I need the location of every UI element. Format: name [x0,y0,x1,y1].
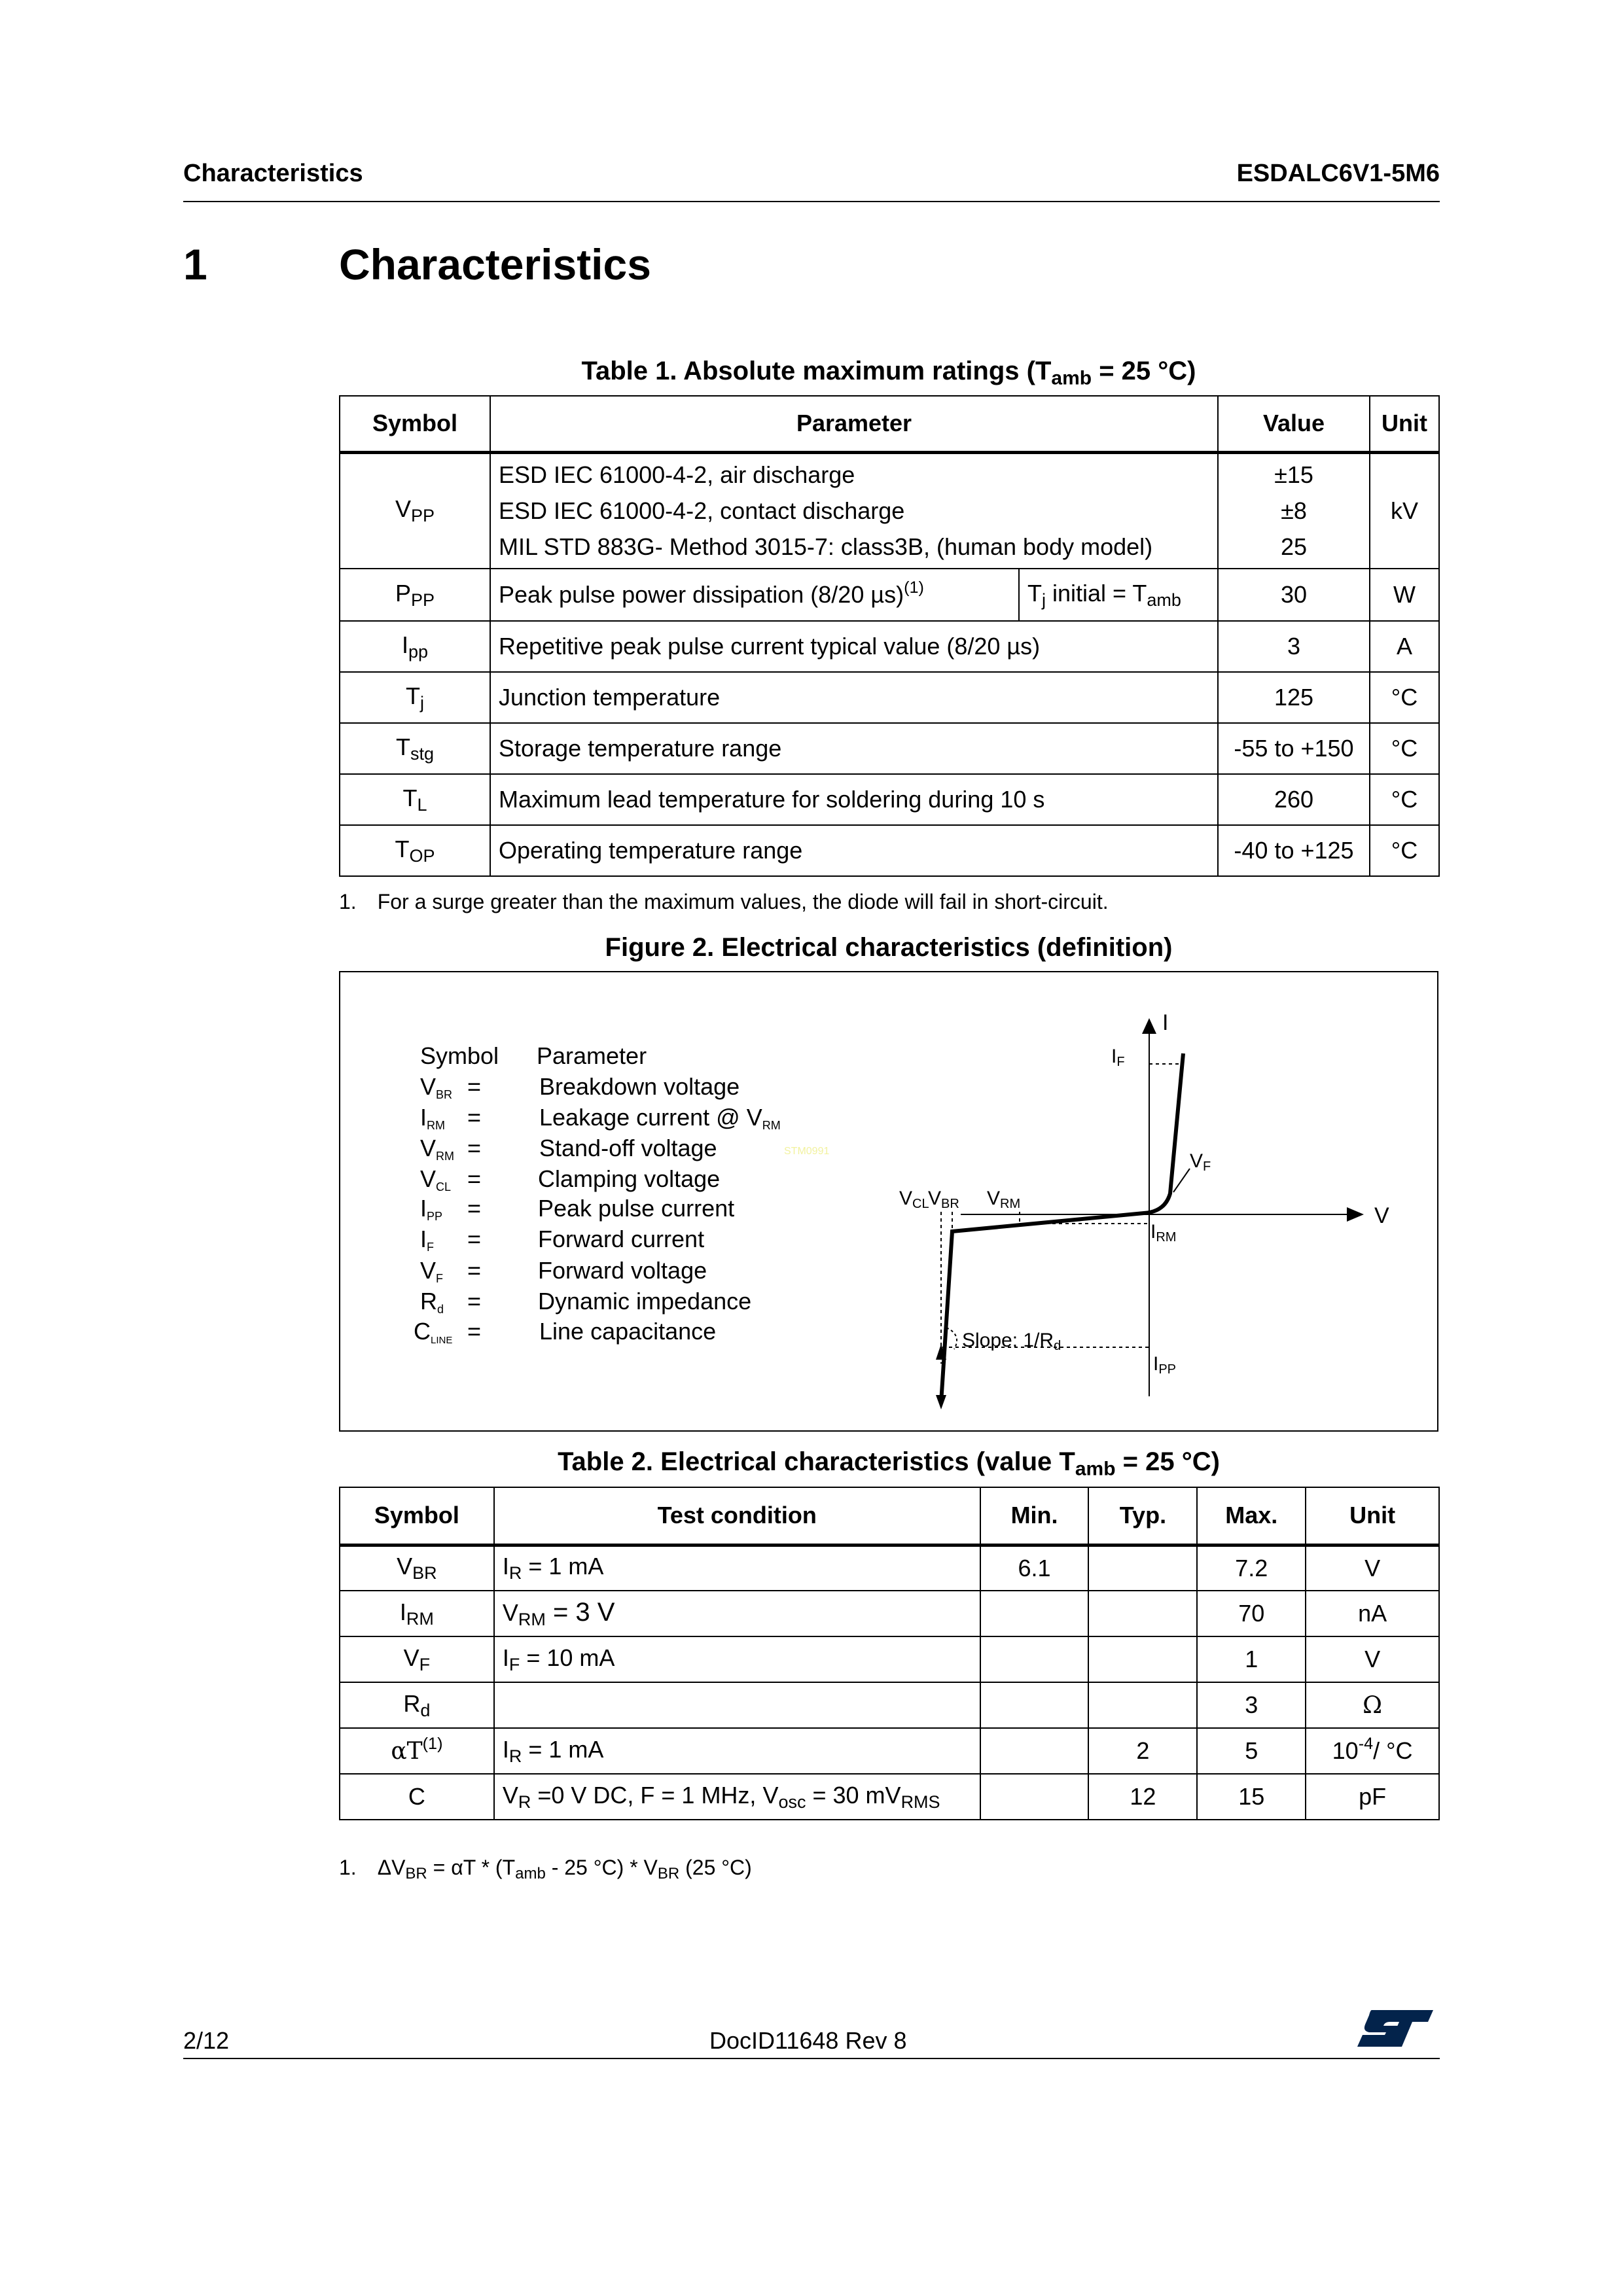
symbol-cell: $T_L$ [340,774,490,825]
value-cell: 260 [1218,774,1370,825]
value-cell: 3 [1218,621,1370,672]
svg-text:=: = [467,1257,482,1284]
unit-cell: V [1306,1545,1439,1591]
svg-text:IF: IF [420,1226,435,1254]
table-row [340,723,1439,774]
parameter-cell: Operating temperature range [490,825,1218,876]
min-cell: 6.1 [980,1545,1089,1591]
parameter-cell: ESD IEC 61000-4-2, air discharge ESD IEC 61000-4-2, contact discharge MIL STD 883G- Method 3015-7: class3B, (human body model) [490,452,1218,569]
parameter-cell: Peak pulse power dissipation (8/20 µs)$^{(1)}$ [490,569,1019,621]
table1-header-unit: Unit [1370,396,1439,452]
current-axis-arrow [1142,1018,1156,1034]
condition-cell: $I_R = 1$ mA [494,1545,980,1591]
min-cell [980,1774,1089,1820]
axis-label-v: V [1374,1203,1389,1228]
running-header-right: ESDALC6V1-5M6 [1236,160,1440,187]
label-if: IF [1111,1046,1125,1069]
symbol-cell: C [340,1774,494,1820]
header-divider [183,201,1440,202]
symbol-cell: $I_{pp}$ [340,621,490,672]
label-vf: VF [1190,1150,1211,1174]
document-id: DocID11648 Rev 8 [709,2027,907,2054]
table1-header-value: Value [1218,396,1370,452]
axis-label-i: I [1162,1010,1169,1035]
min-cell [980,1682,1089,1728]
max-cell: 7.2 [1197,1545,1306,1591]
label-vrm: VRM [987,1188,1021,1211]
legend-head-symbol: Symbol [420,1042,499,1069]
svg-text:Forward voltage: Forward voltage [538,1257,707,1284]
table-row [340,1591,1439,1636]
svg-text:VBR: VBR [420,1073,453,1101]
unit-cell: $10^{-4}/$ °C [1306,1728,1439,1774]
typ-cell [1088,1636,1197,1682]
symbol-cell: $P_{PP}$ [340,569,490,621]
min-cell [980,1591,1089,1636]
parameter-cell: Storage temperature range [490,723,1218,774]
svg-text:=: = [467,1073,482,1100]
symbol-cell: $V_F$ [340,1636,494,1682]
max-cell: 5 [1197,1728,1306,1774]
svg-text:Peak pulse current: Peak pulse current [538,1195,735,1222]
svg-text:VF: VF [420,1257,444,1285]
table1-footnote: 1. For a surge greater than the maximum values, the diode will fail in short-circuit. [339,890,1109,913]
legend-row-ipp [420,1195,734,1223]
min-cell [980,1728,1089,1774]
svg-text:Leakage current @ VRM: Leakage current @ VRM [539,1104,781,1132]
table-row [340,1636,1439,1682]
table1-absolute-maximum-ratings [339,395,1440,877]
footer-divider [183,2058,1440,2059]
svg-text:=: = [467,1226,482,1252]
figure-watermark: STM0991 [784,1146,830,1157]
symbol-cell: $T_{OP}$ [340,825,490,876]
table2-header-max: Max. [1197,1487,1306,1545]
legend-row-rd [420,1288,751,1316]
table2-header-min: Min. [980,1487,1089,1545]
symbol-cell: $V_{BR}$ [340,1545,494,1591]
unit-cell: °C [1370,723,1439,774]
table2-caption: Table 2. Electrical characteristics (value $T_{amb} = 25$ °C) [558,1447,1220,1480]
section-title: Characteristics [339,240,651,289]
table-row [340,774,1439,825]
table2-header-typ: Typ. [1088,1487,1197,1545]
unit-cell: A [1370,621,1439,672]
condition-cell: $V_R =0$ V DC, F = 1 MHz, $V_{osc} = 30$ $mV_{RMS}$ [494,1774,980,1820]
table1-header-symbol: Symbol [340,396,490,452]
figure2-caption: Figure 2. Electrical characteristics (definition) [605,933,1173,962]
table1-caption: Table 1. Absolute maximum ratings ($T_{amb} = 25$ °C) [581,357,1196,389]
symbol-cell: $T_{stg}$ [340,723,490,774]
condition-cell: $I_F = 10$ mA [494,1636,980,1682]
section-number: 1 [183,240,207,289]
svg-text:CLINE: CLINE [414,1318,453,1346]
svg-text:Forward current: Forward current [538,1226,705,1252]
parameter-cell: Repetitive peak pulse current typical value (8/20 µs) [490,621,1218,672]
condition-cell: $I_R = 1$ mA [494,1728,980,1774]
label-slope: Slope: 1/Rd [962,1330,1061,1353]
legend-row-if [420,1226,704,1254]
max-cell: 15 [1197,1774,1306,1820]
typ-cell [1088,1545,1197,1591]
label-ipp: IPP [1153,1353,1177,1377]
vf-pointer [1173,1169,1190,1192]
label-vcl: VCL [899,1188,929,1211]
svg-text:=: = [467,1104,482,1131]
svg-text:=: = [467,1165,482,1192]
running-header-left: Characteristics [183,160,363,187]
table-row [340,1728,1439,1774]
svg-text:Rd: Rd [420,1288,444,1316]
unit-cell: Ω [1306,1682,1439,1728]
unit-cell: V [1306,1636,1439,1682]
unit-cell: kV [1370,452,1439,569]
svg-text:=: = [467,1318,482,1345]
table-row [340,621,1439,672]
table2-header-test-condition: Test condition [494,1487,980,1545]
svg-text:IPP: IPP [420,1195,443,1223]
unit-cell: nA [1306,1591,1439,1636]
legend-row-vbr [420,1073,740,1101]
value-cell: ±15 ±8 25 [1218,452,1370,569]
table-row [340,1774,1439,1820]
table2-header-symbol: Symbol [340,1487,494,1545]
parameter-cell: Junction temperature [490,672,1218,723]
symbol-cell: $I_{RM}$ [340,1591,494,1636]
svg-text:Dynamic impedance: Dynamic impedance [538,1288,752,1315]
unit-cell: °C [1370,672,1439,723]
legend-row-vf [420,1257,707,1285]
table-row [340,1545,1439,1591]
legend-row-vrm [420,1135,717,1163]
min-cell [980,1636,1089,1682]
svg-text:IRM: IRM [420,1104,446,1132]
max-cell: 70 [1197,1591,1306,1636]
svg-text:Clamping voltage: Clamping voltage [538,1165,721,1192]
value-cell: 30 [1218,569,1370,621]
svg-text:VRM: VRM [420,1135,455,1163]
slope-arc [946,1328,957,1349]
table2-header-unit: Unit [1306,1487,1439,1545]
table1-header-parameter: Parameter [490,396,1218,452]
unit-cell: °C [1370,774,1439,825]
parameter-cell: Maximum lead temperature for soldering during 10 s [490,774,1218,825]
table-row [340,825,1439,876]
legend-row-vcl [420,1165,720,1193]
legend-head-parameter: Parameter [537,1042,647,1069]
svg-text:=: = [467,1135,482,1161]
voltage-axis-arrow [1347,1207,1364,1222]
label-irm: IRM [1150,1221,1177,1245]
label-vbr: VBR [928,1188,959,1211]
unit-cell: W [1370,569,1439,621]
typ-cell: 12 [1088,1774,1197,1820]
st-logo-icon [1356,2007,1435,2049]
svg-text:=: = [467,1288,482,1315]
symbol-cell: $V_{PP}$ [340,452,490,569]
condition-cell [494,1682,980,1728]
svg-text:VCL: VCL [420,1165,452,1193]
unit-cell: pF [1306,1774,1439,1820]
legend-row-irm [420,1104,781,1132]
page-number: 2/12 [183,2027,230,2054]
table-row [340,672,1439,723]
value-cell: 125 [1218,672,1370,723]
symbol-cell: $\alpha T^{(1)}$ [340,1728,494,1774]
value-cell: -40 to +125 [1218,825,1370,876]
curve-down-arrow [936,1395,946,1409]
table-row [340,452,1439,569]
table-row [340,569,1439,621]
typ-cell [1088,1591,1197,1636]
figure2-diagram [339,971,1438,1432]
table-row [340,1682,1439,1728]
condition-cell: $T_j$ initial = $T_{amb}$ [1019,569,1218,621]
svg-text:Breakdown voltage: Breakdown voltage [539,1073,740,1100]
max-cell: 1 [1197,1636,1306,1682]
unit-cell: °C [1370,825,1439,876]
svg-text:=: = [467,1195,482,1222]
typ-cell: 2 [1088,1728,1197,1774]
table2-electrical-characteristics [339,1487,1440,1820]
condition-cell: $V_{RM} = 3$ V [494,1591,980,1636]
svg-text:Line capacitance: Line capacitance [539,1318,717,1345]
symbol-cell: $T_j$ [340,672,490,723]
table2-footnote: 1. $\Delta V_{BR} = \alpha T * (T_{amb} - 25$ $^\circ C) * V_{BR}$ (25 °C) [339,1856,752,1882]
svg-text:Stand-off voltage: Stand-off voltage [539,1135,717,1161]
symbol-cell: $R_d$ [340,1682,494,1728]
value-cell: -55 to +150 [1218,723,1370,774]
max-cell: 3 [1197,1682,1306,1728]
typ-cell [1088,1682,1197,1728]
legend-row-cline [414,1318,716,1346]
